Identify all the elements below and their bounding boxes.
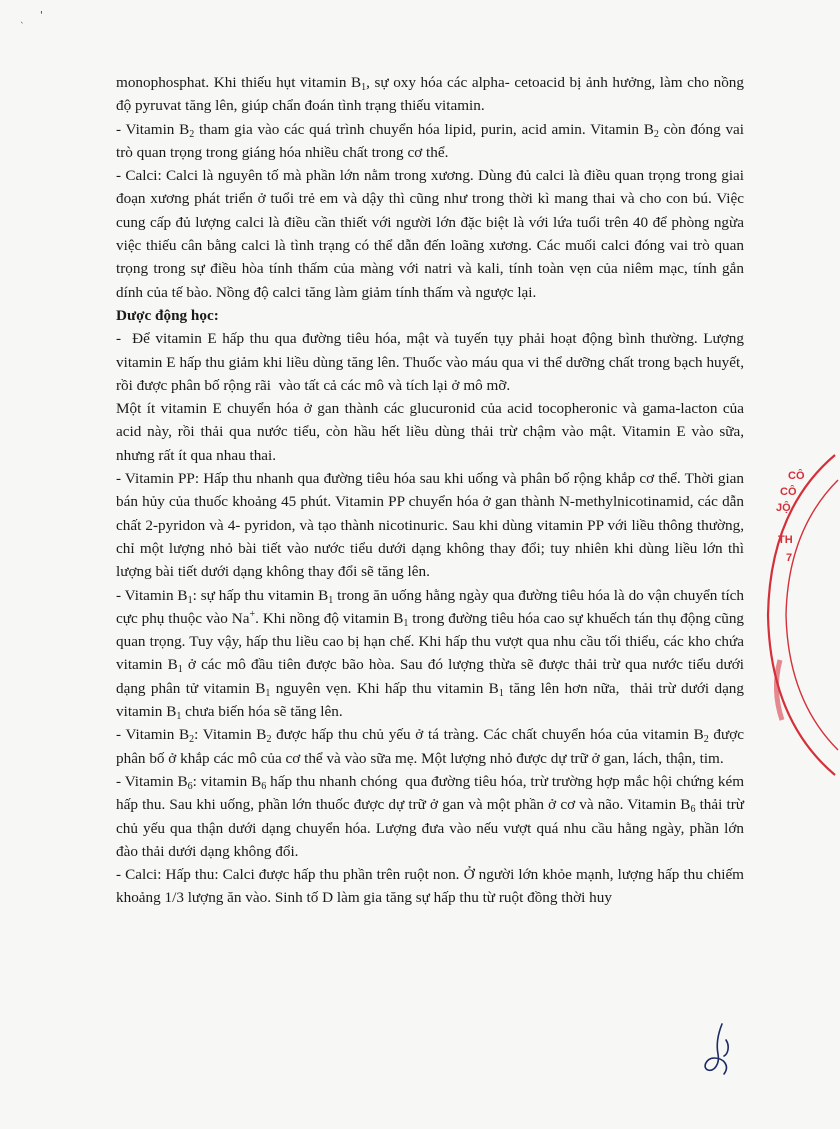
signature-initials	[700, 1020, 740, 1080]
stamp-text-3: JỘ	[776, 502, 791, 514]
stamp-ring	[760, 450, 840, 780]
paragraph: Một ít vitamin E chuyển hóa ở gan thành các glucuronid của acid tocopheronic và gama-lacton của acid này, rồi thải qua nước tiểu, còn hầu hết liều dùng thải trừ chậm vào mật. Vitamin E vào sữa, nhưng rất ít qua nhau thai.	[116, 400, 744, 464]
paragraph: - Vitamin PP: Hấp thu nhanh qua đường tiêu hóa sau khi uống và phân bố rộng khắp cơ thể. Thời gian bán hủy của thuốc khoảng 45 phút. Vitamin PP chuyển hóa ở gan thành N-methylnicotinamid, các dẫn chất 2-pyridon và 4- pyridon, và tạo thành nicotinuric. Sau khi dùng vitamin PP với liều thông thường, chỉ một lượng nhỏ bài tiết vào nước tiểu dưới dạng không thay đổi; tuy nhiên khi dùng liều lớn thì lượng bài tiết dưới dạng không thay đổi sẽ tăng lên.	[116, 470, 744, 581]
paragraph: - Calci: Hấp thu: Calci được hấp thu phần trên ruột non. Ở người lớn khỏe mạnh, lượng hấp thu chiếm khoảng 1/3 lượng ăn vào. Sinh tố D làm gia tăng sự hấp thu từ ruột đồng thời huy	[116, 866, 744, 907]
paragraph: monophosphat. Khi thiếu hụt vitamin $B_1$, sự oxy hóa các alpha- cetoacid bị ảnh hưởng, làm cho nồng độ pyruvat tăng lên, giúp chẩn đoán tình trạng thiếu vitamin.	[116, 74, 744, 115]
red-stamp	[760, 450, 840, 780]
paragraph: - Vitamin $B_1$: sự hấp thu vitamin $B_1$ trong ăn uống hằng ngày qua đường tiêu hóa là do vận chuyển tích cực phụ thuộc vào Na+. Khi nồng độ vitamin $B_1$ trong đường tiêu hóa cao sự khuếch tán thụ động cũng quan trọng. Tuy vậy, hấp thu liều cao bị hạn chế. Khi hấp thu vượt qua nhu cầu tối thiểu, các kho chứa vitamin $B_1$ ở các mô đầu tiên được bão hòa. Sau đó lượng thừa sẽ được thải trừ qua nước tiểu dưới dạng phân tử vitamin $B_1$ nguyên vẹn. Khi hấp thu vitamin $B_1$ tăng lên hơn nữa, thải trừ dưới dạng vitamin $B_1$ chưa biến hóa sẽ tăng lên.	[116, 586, 745, 723]
stamp-text-5: 7	[786, 552, 793, 564]
paragraph: - Calci: Calci là nguyên tố mà phần lớn nằm trong xương. Dùng đủ calci là điều quan trọng trong giai đoạn xương phát triển ở tuổi trẻ em và dậy thì cũng như trong thời kì mang thai và cho con bú. Việc cung cấp đủ lượng calci là điều cần thiết với người lớn đặc biệt là với lứa tuổi trên 40 để phòng ngừa việc thiếu cân bằng calci là tình trạng có thể dẫn đến loãng xương. Các muối calci đóng vai trò quan trọng trong sự điều hòa tính thấm của màng với natri và kali, tính toàn vẹn của niêm mạc, tính gắn dính của tế bào. Nồng độ calci tăng làm giảm tính thấm và ngược lại.	[116, 167, 744, 301]
paragraph: - Vitamin $B_2$: Vitamin $B_2$ được hấp thu chủ yếu ở tá tràng. Các chất chuyển hóa của vitamin $B_2$ được phân bố ở khắp các mô của cơ thể và vào sữa mẹ. Một lượng nhỏ được dự trữ ở gan, lách, thận, tim.	[116, 726, 744, 767]
paragraph: - Vitamin $B_2$ tham gia vào các quá trình chuyển hóa lipid, purin, acid amin. Vitamin $B_2$ còn đóng vai trò quan trọng trong giáng hóa nhiều chất trong cơ thể.	[116, 120, 745, 161]
stamp-text-1: CÔ	[788, 470, 805, 482]
stamp-text-4: TH	[778, 534, 793, 546]
stamp-text-2: CÔ	[780, 486, 797, 498]
corner-mark: '	[40, 10, 43, 21]
corner-mark-small: `	[20, 22, 25, 32]
paragraph: - Để vitamin E hấp thu qua đường tiêu hóa, mật và tuyến tụy phải hoạt động bình thường. Lượng vitamin E hấp thu giảm khi liều dùng tăng lên. Thuốc vào máu qua vi thể dưỡng chất trong bạch huyết, rồi được phân bố rộng rãi vào tất cả các mô và tích lại ở mô mỡ.	[116, 330, 744, 394]
paragraph: - Vitamin $B_6$: vitamin $B_6$ hấp thu nhanh chóng qua đường tiêu hóa, trừ trường hợp mắc hội chứng kém hấp thu. Sau khi uống, phần lớn thuốc được dự trữ ở gan và một phần ở cơ và não. Vitamin $B_6$ thải trừ chủ yếu qua thận dưới dạng chuyển hóa. Lượng đưa vào nếu vượt quá nhu cầu hằng ngày, phần lớn đào thải dưới dạng không đổi.	[116, 772, 745, 860]
document-body	[116, 71, 744, 910]
section-heading: Dược động học:	[116, 306, 219, 324]
